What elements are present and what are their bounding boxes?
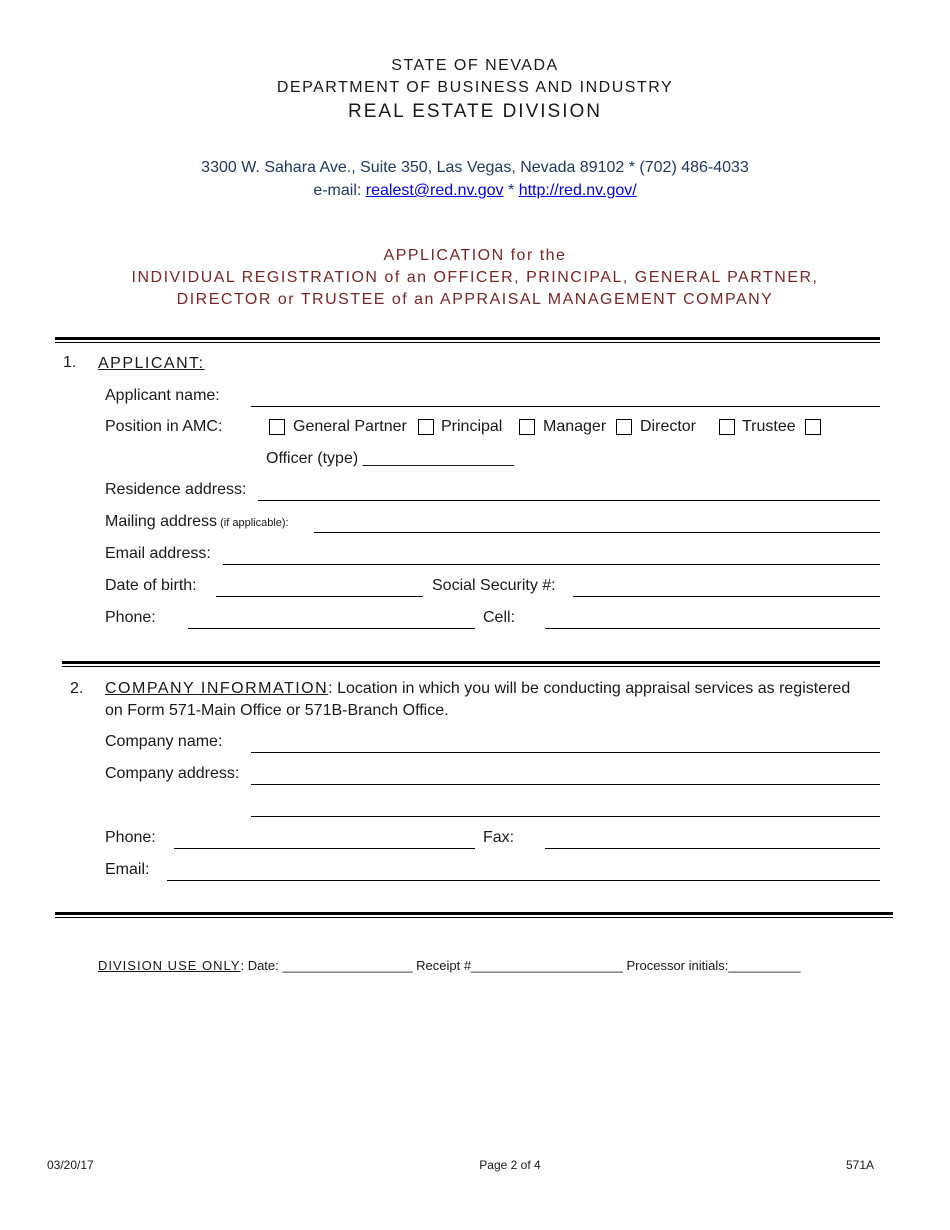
mid-rule-thin xyxy=(62,666,880,667)
officer-checkbox[interactable] xyxy=(805,419,821,435)
bottom-rule-thin xyxy=(55,917,893,918)
company-phone-field[interactable] xyxy=(174,848,475,849)
mailing-address-text: Mailing address xyxy=(105,513,218,530)
header-contact xyxy=(0,182,950,200)
footer-form-number: 571A xyxy=(846,1158,875,1172)
title-line-1: APPLICATION for the xyxy=(383,247,567,264)
mailing-address-label xyxy=(105,513,289,531)
ssn-label: Social Security #: xyxy=(432,577,556,594)
date-of-birth-field[interactable] xyxy=(216,596,423,597)
email-link[interactable]: realest@red.nv.gov xyxy=(365,182,504,199)
division-use-only xyxy=(98,958,801,973)
company-fax-label: Fax: xyxy=(483,829,515,846)
title-line-2: INDIVIDUAL REGISTRATION of an OFFICER, PRINCIPAL, GENERAL PARTNER, xyxy=(131,269,819,286)
director-label: Director xyxy=(640,418,697,435)
manager-checkbox[interactable] xyxy=(519,419,535,435)
email-prefix: e-mail: xyxy=(313,182,366,199)
section1-heading: APPLICANT: xyxy=(98,355,205,372)
mid-rule-thick xyxy=(62,661,880,664)
header-address: 3300 W. Sahara Ave., Suite 350, Las Vegas, Nevada 89102 * (702) 486-4033 xyxy=(201,159,749,176)
email-address-field[interactable] xyxy=(223,564,880,565)
phone-label: Phone: xyxy=(105,609,156,626)
ssn-field[interactable] xyxy=(573,596,880,597)
date-of-birth-label: Date of birth: xyxy=(105,577,197,594)
director-checkbox[interactable] xyxy=(616,419,632,435)
residence-address-label: Residence address: xyxy=(105,481,247,498)
general-partner-checkbox[interactable] xyxy=(269,419,285,435)
phone-field[interactable] xyxy=(188,628,475,629)
company-name-label: Company name: xyxy=(105,733,223,750)
contact-separator: * xyxy=(503,182,519,199)
principal-checkbox[interactable] xyxy=(418,419,434,435)
section2-description xyxy=(105,680,850,698)
division-use-heading: DIVISION USE ONLY xyxy=(98,958,241,973)
bottom-rule-thick xyxy=(55,912,893,915)
top-rule-thin xyxy=(55,342,880,343)
section2-number: 2. xyxy=(70,680,84,697)
general-partner-label: General Partner xyxy=(293,418,407,435)
company-address-label: Company address: xyxy=(105,765,240,782)
section2-desc-line2: on Form 571-Main Office or 571B-Branch Office. xyxy=(105,702,449,719)
principal-label: Principal xyxy=(441,418,503,435)
company-address-field-2[interactable] xyxy=(251,816,880,817)
section1-number: 1. xyxy=(63,354,77,371)
website-link[interactable]: http://red.nv.gov/ xyxy=(518,182,637,199)
cell-field[interactable] xyxy=(545,628,880,629)
company-address-field[interactable] xyxy=(251,784,880,785)
company-email-field[interactable] xyxy=(167,880,880,881)
company-fax-field[interactable] xyxy=(545,848,880,849)
company-name-field[interactable] xyxy=(251,752,880,753)
footer-date: 03/20/17 xyxy=(47,1158,94,1172)
manager-label: Manager xyxy=(543,418,607,435)
header-department: DEPARTMENT OF BUSINESS AND INDUSTRY xyxy=(276,79,674,96)
title-line-3: DIRECTOR or TRUSTEE of an APPRAISAL MANAGEMENT COMPANY xyxy=(176,291,774,308)
trustee-label: Trustee xyxy=(742,418,796,435)
position-label: Position in AMC: xyxy=(105,418,223,435)
officer-type-field[interactable]: Officer (type) _________________ xyxy=(266,450,514,467)
section2-heading: COMPANY INFORMATION xyxy=(105,680,329,697)
cell-label: Cell: xyxy=(483,609,516,626)
division-use-fields[interactable]: : Date: __________________ Receipt #_____________________ Processor initials:__________ xyxy=(240,958,801,973)
applicant-name-label: Applicant name: xyxy=(105,387,220,404)
header-division: REAL ESTATE DIVISION xyxy=(348,101,602,122)
footer-page: Page 2 of 4 xyxy=(479,1158,541,1172)
email-address-label: Email address: xyxy=(105,545,211,562)
applicant-name-field[interactable] xyxy=(251,406,880,407)
company-email-label: Email: xyxy=(105,861,150,878)
section2-desc-line1: : Location in which you will be conducting appraisal services as registered xyxy=(328,680,851,697)
top-rule-thick xyxy=(55,337,880,340)
header-state: STATE OF NEVADA xyxy=(391,57,559,74)
company-phone-label: Phone: xyxy=(105,829,156,846)
residence-address-field[interactable] xyxy=(258,500,880,501)
trustee-checkbox[interactable] xyxy=(719,419,735,435)
mailing-address-field[interactable] xyxy=(314,532,880,533)
mailing-address-note: (if applicable): xyxy=(217,517,289,529)
